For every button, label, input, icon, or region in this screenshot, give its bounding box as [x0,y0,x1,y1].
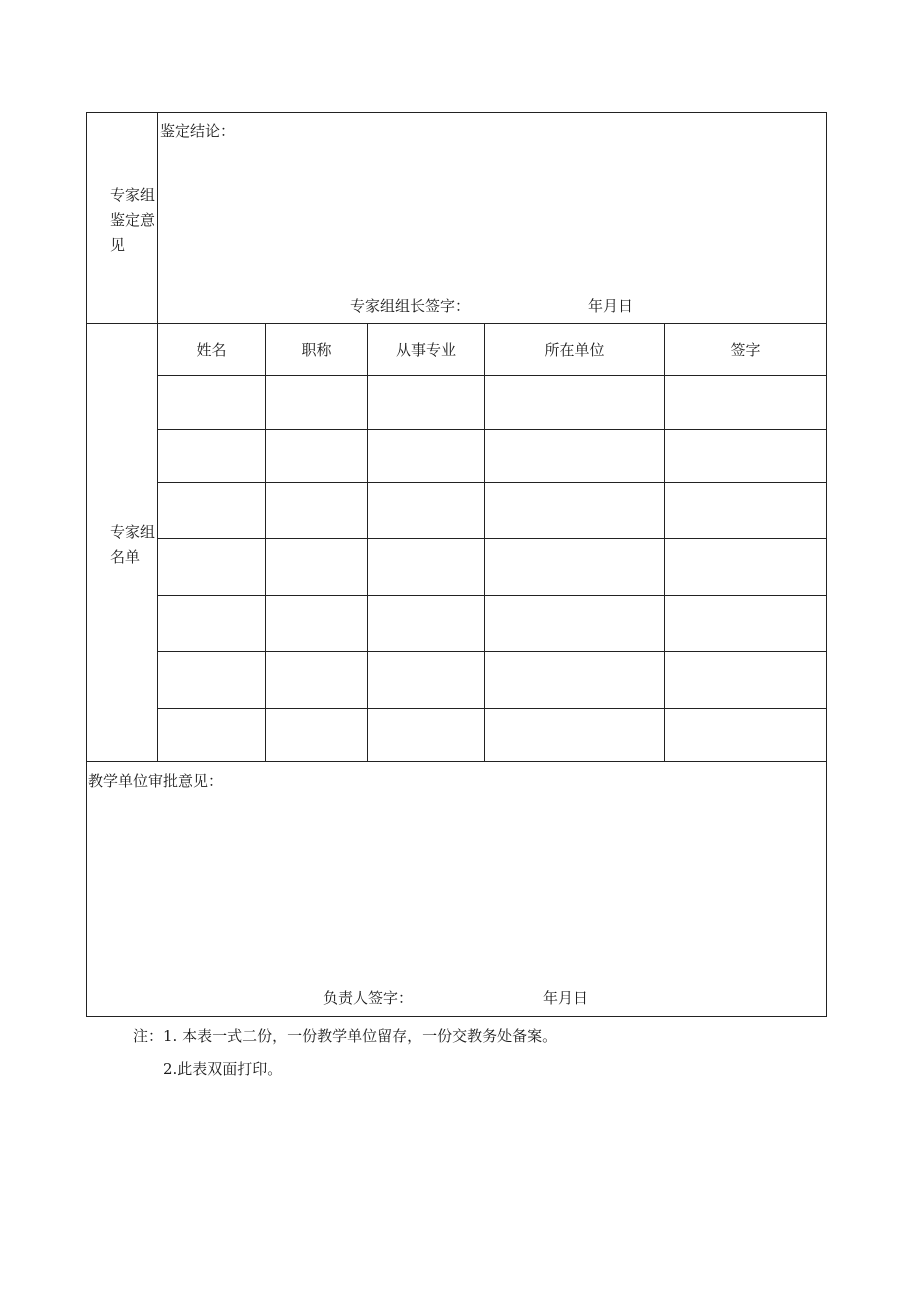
conclusion-label: 鉴定结论： [160,122,236,140]
table-row[interactable] [158,430,826,482]
column-header-name: 姓名 [196,341,227,359]
leader-signature-label: 专家组组长签字： [350,297,471,315]
expert-opinion-label-line3: 见 [110,236,126,254]
table-row[interactable] [158,483,826,538]
note-line-2: 2.此表双面打印。 [163,1060,283,1078]
table-row[interactable] [158,376,826,429]
table-row[interactable] [158,596,826,651]
note-line-1: 注：1. 本表一式二份，一份教学单位留存，一份交教务处备案。 [133,1027,558,1045]
leader-signature-date: 年月日 [588,297,634,315]
column-header-title: 职称 [301,341,332,359]
table-row[interactable] [158,709,826,761]
responsible-signature-date: 年月日 [543,989,589,1007]
responsible-signature-label: 负责人签字： [323,989,414,1007]
column-header-organization: 所在单位 [544,341,605,359]
teaching-unit-opinion-label: 教学单位审批意见： [88,772,224,790]
expert-list-label-line2: 名单 [110,548,141,566]
expert-list-label-line1: 专家组 [110,523,156,541]
table-row[interactable] [158,539,826,595]
column-header-specialty: 从事专业 [395,341,456,359]
expert-opinion-label-line2: 鉴定意 [110,211,156,229]
column-header-signature: 签字 [730,341,761,359]
table-row[interactable] [158,652,826,708]
expert-opinion-label-line1: 专家组 [110,186,156,204]
teaching-unit-opinion-area[interactable] [88,795,824,975]
